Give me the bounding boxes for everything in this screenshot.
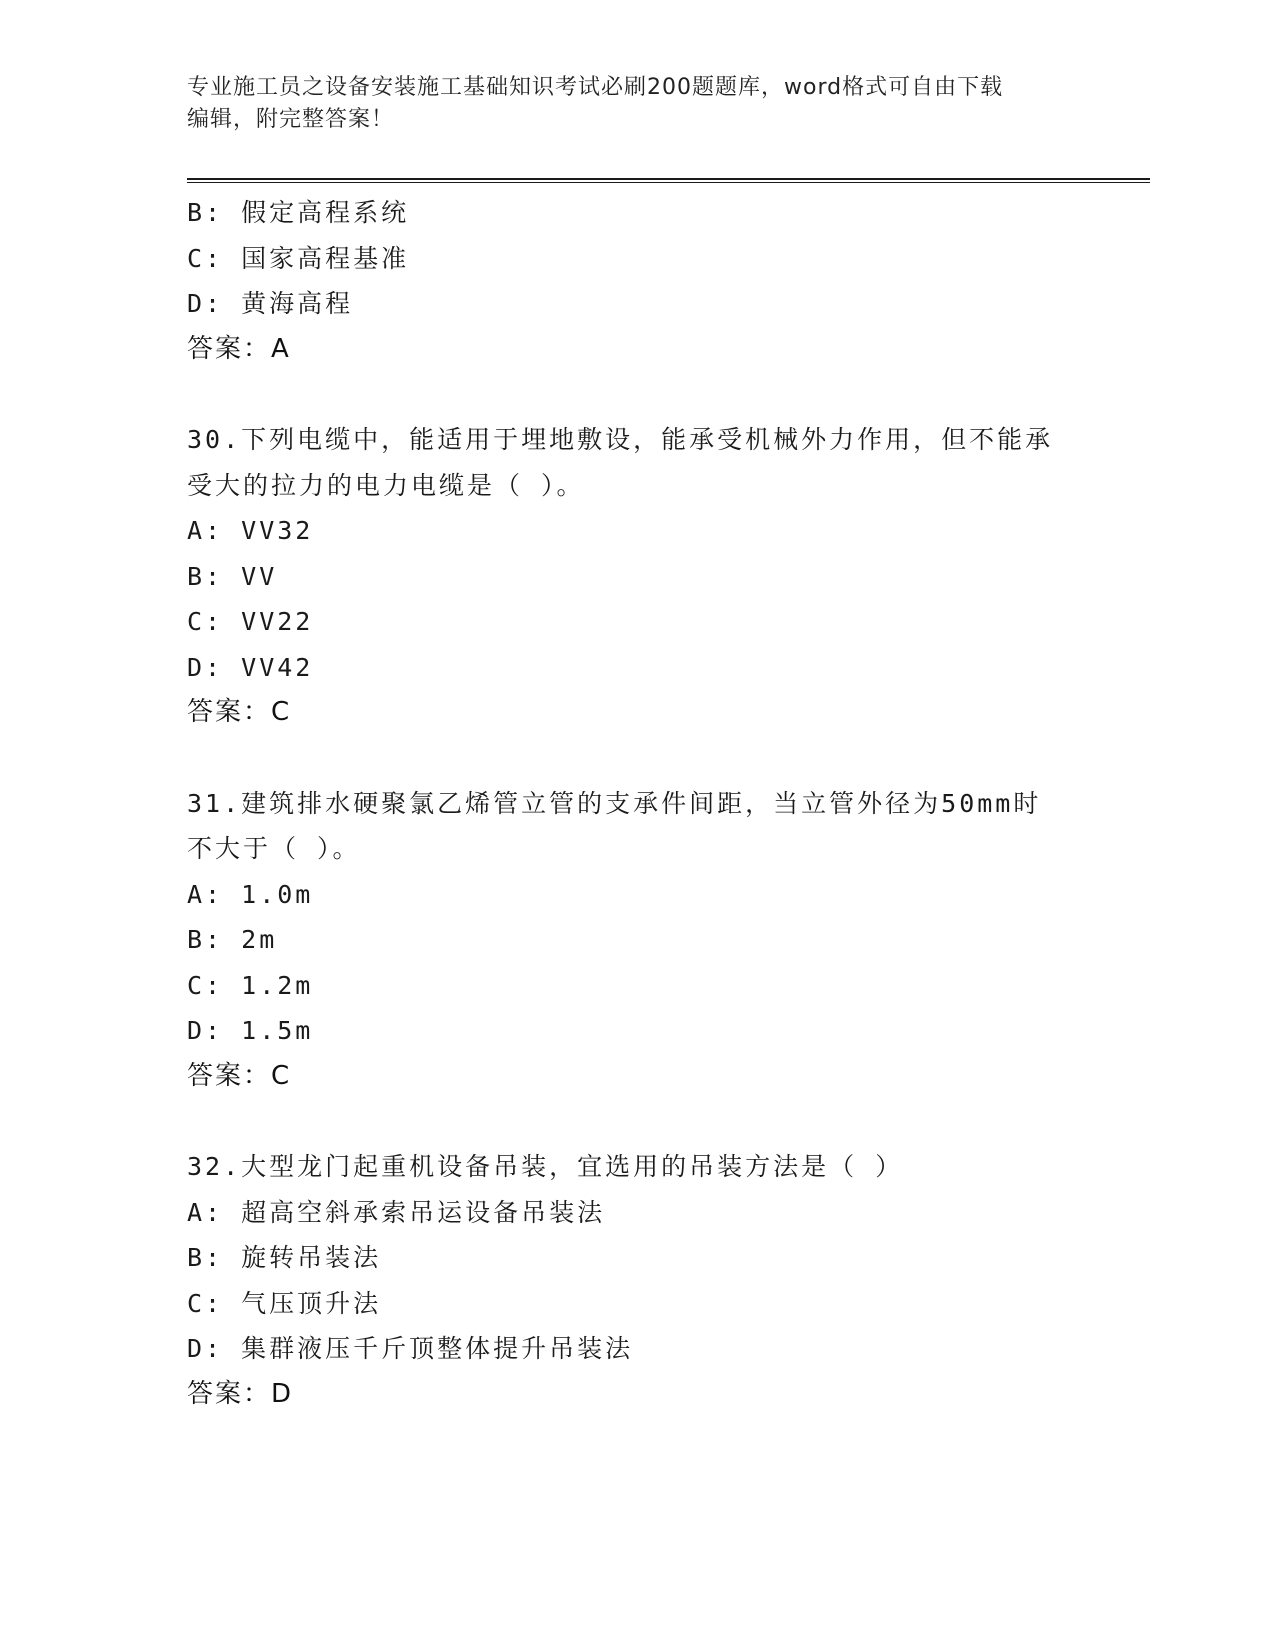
question-text-line: 受大的拉力的电力电缆是（ ）。 bbox=[187, 470, 585, 500]
option-b: B: 假定高程系统 bbox=[187, 198, 410, 227]
option-c: C: 1.2m bbox=[187, 970, 314, 1000]
option-c: C: 国家高程基准 bbox=[187, 243, 410, 273]
question-text-line: 30.下列电缆中，能适用于埋地敷设，能承受机械外力作用，但不能承 bbox=[187, 425, 1054, 454]
question-32 bbox=[187, 1144, 1087, 1417]
option-d: D: 1.5m bbox=[187, 1016, 314, 1045]
option-b: B: 旋转吊装法 bbox=[187, 1243, 382, 1272]
option-b: B: 2m bbox=[187, 925, 278, 954]
question-text-line: 不大于（ ）。 bbox=[187, 834, 361, 863]
option-d: D: VV42 bbox=[187, 652, 314, 682]
question-list bbox=[187, 190, 1087, 1417]
question-text-line: 32.大型龙门起重机设备吊装，宜选用的吊装方法是（ ） bbox=[187, 1152, 904, 1181]
question-31 bbox=[187, 781, 1087, 1100]
option-a: A: 1.0m bbox=[187, 879, 314, 909]
option-d: D: 黄海高程 bbox=[187, 289, 354, 318]
answer-line: 答案：A bbox=[187, 333, 291, 364]
option-b: B: VV bbox=[187, 561, 278, 591]
question-30 bbox=[187, 417, 1087, 736]
question-text-line: 31.建筑排水硬聚氯乙烯管立管的支承件间距，当立管外径为50mm时 bbox=[187, 788, 1042, 818]
option-c: C: VV22 bbox=[187, 607, 314, 636]
answer-line: 答案：D bbox=[187, 1378, 294, 1409]
document-header bbox=[187, 72, 1077, 136]
header-title-line-1: 专业施工员之设备安装施工基础知识考试必刷200题题库，word格式可自由下载 bbox=[187, 75, 1004, 100]
header-title-line-2: 编辑，附完整答案！ bbox=[187, 107, 395, 132]
answer-line: 答案：C bbox=[187, 697, 292, 727]
option-d: D: 集群液压千斤顶整体提升吊装法 bbox=[187, 1334, 634, 1363]
header-divider bbox=[187, 178, 1150, 183]
answer-line: 答案：C bbox=[187, 1060, 292, 1091]
option-a: A: 超高空斜承索吊运设备吊装法 bbox=[187, 1197, 606, 1227]
option-a: A: VV32 bbox=[187, 516, 314, 545]
option-c: C: 气压顶升法 bbox=[187, 1288, 382, 1318]
question-29-continued bbox=[187, 190, 1087, 372]
